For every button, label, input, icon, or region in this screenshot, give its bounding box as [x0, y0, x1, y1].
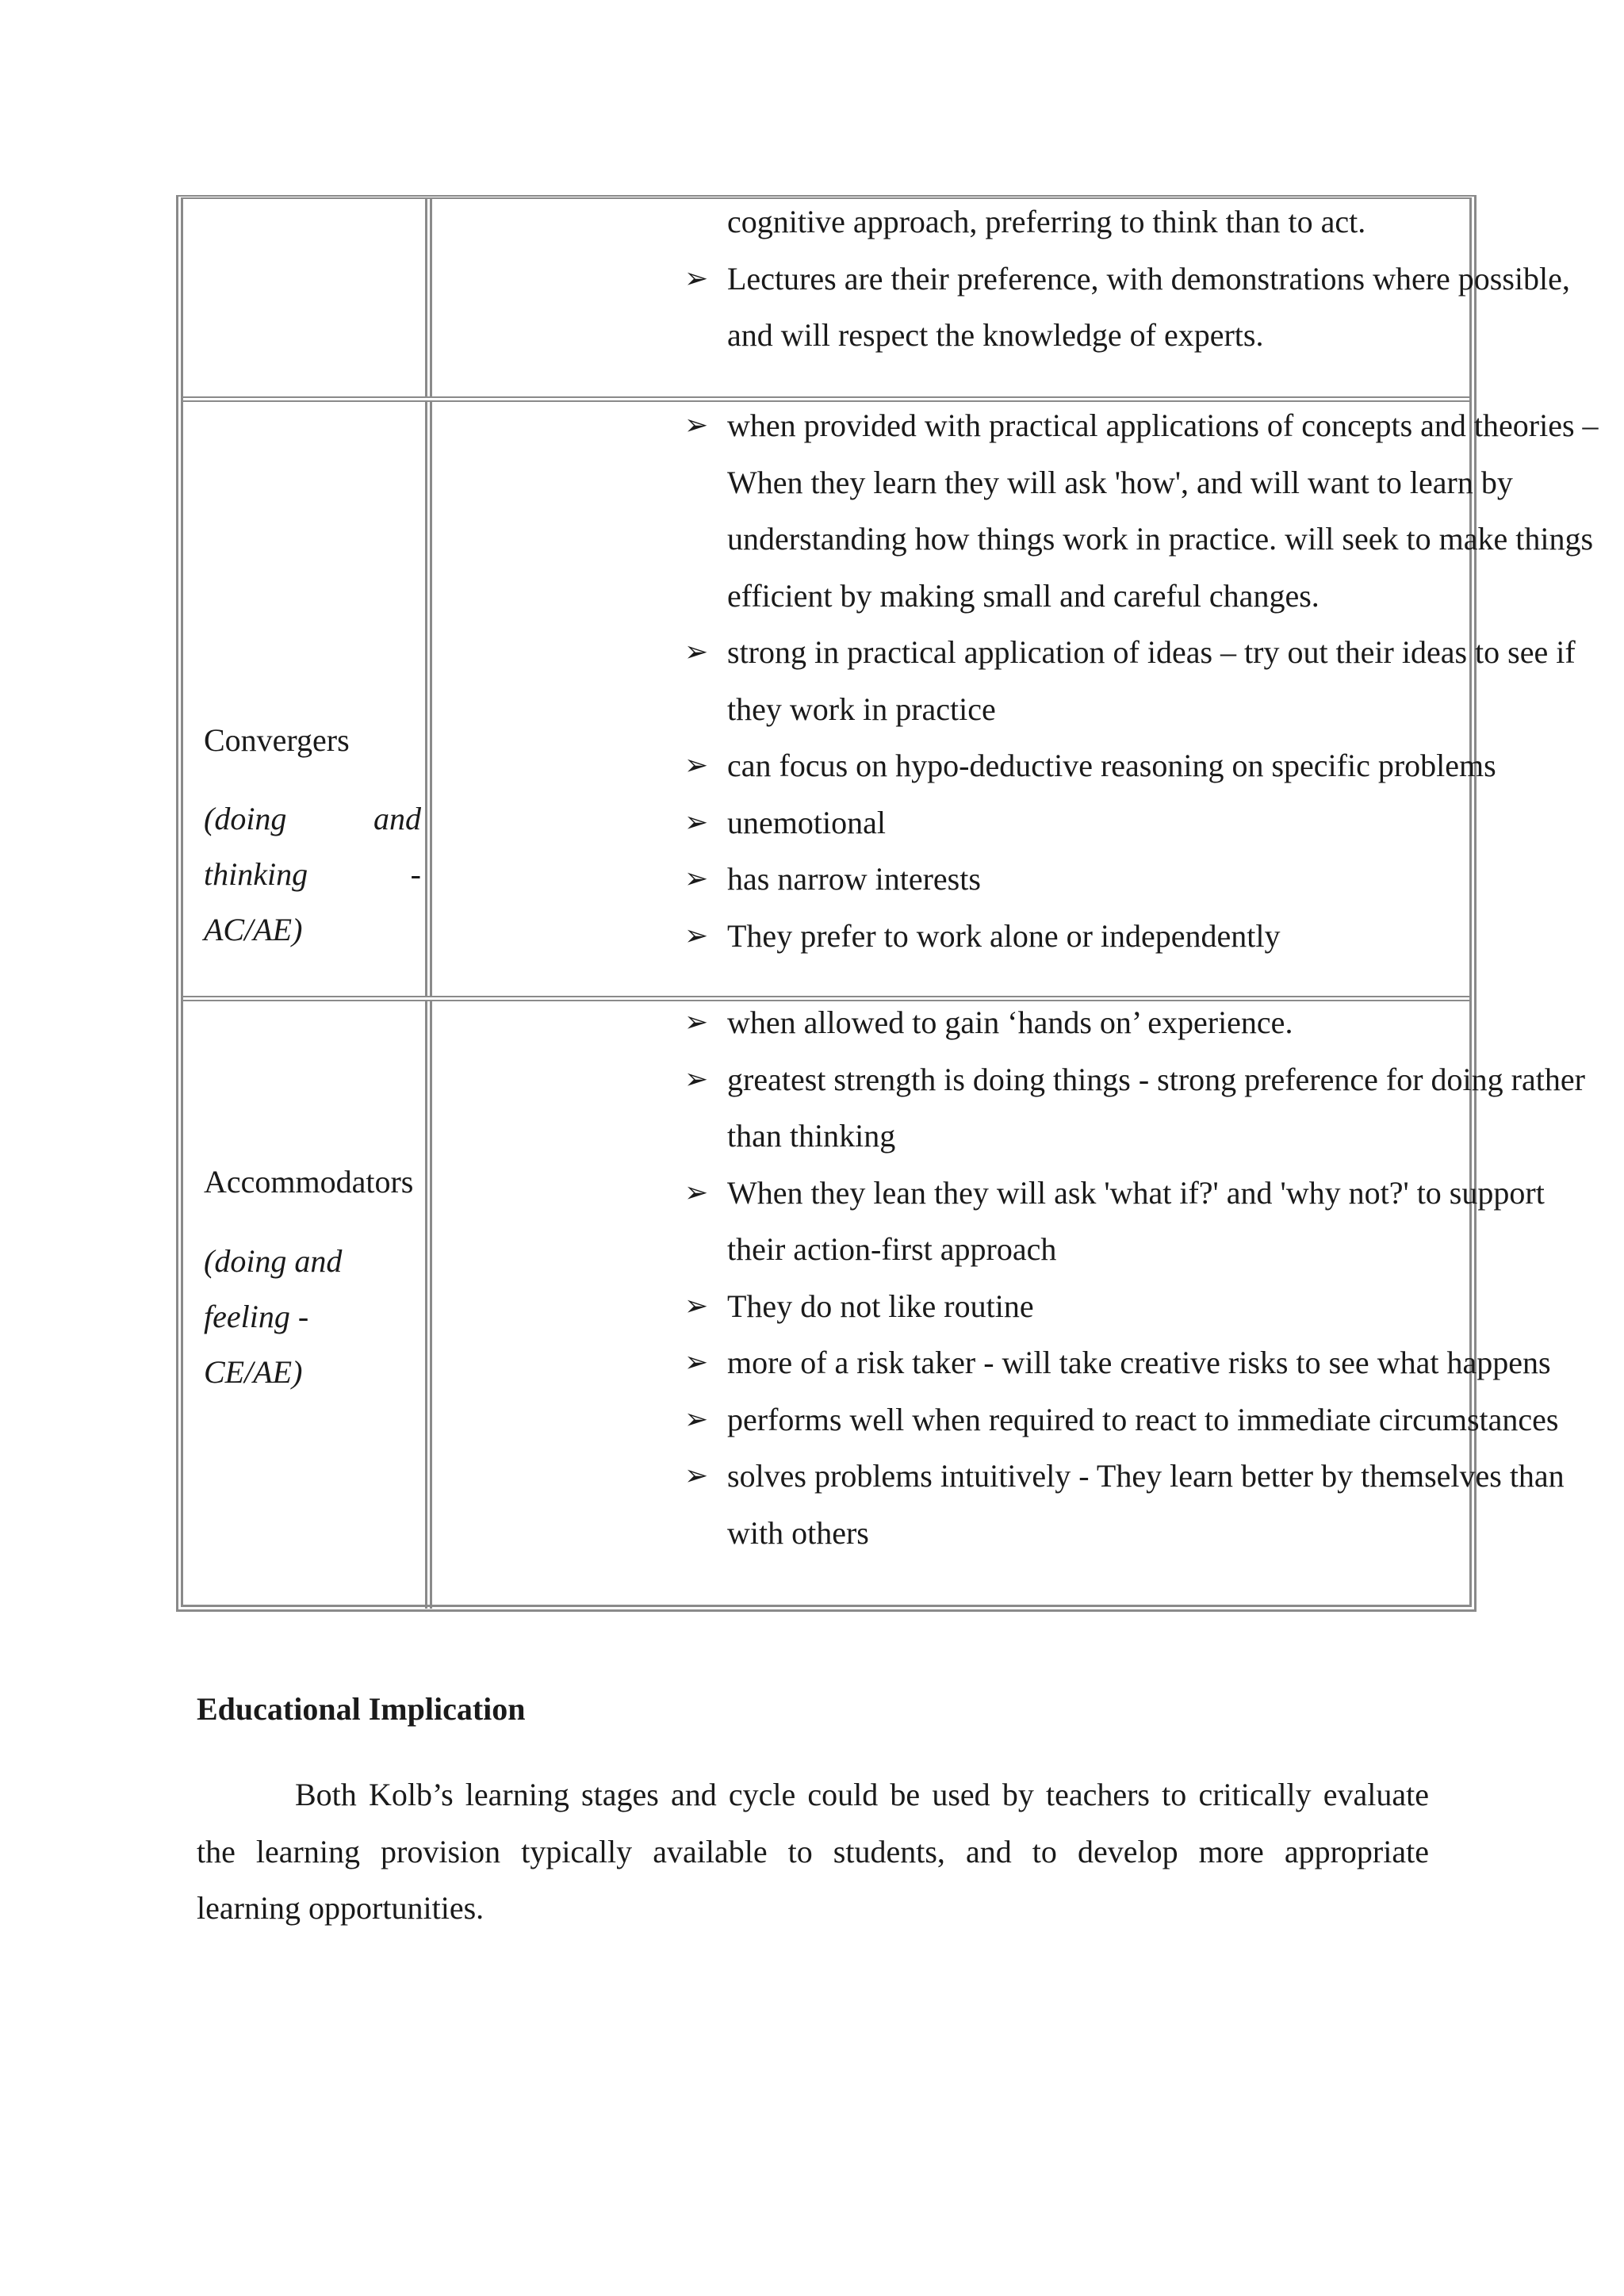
description-text: with others — [727, 1514, 869, 1551]
paragraph-word: learning — [465, 1777, 569, 1812]
description-text: understanding how things work in practice. will seek to make things — [727, 521, 1594, 557]
style-mode-word: CE/AE) — [204, 1354, 303, 1390]
style-mode-word: thinking — [204, 856, 308, 892]
table-row — [183, 402, 1599, 1001]
description-text: unemotional — [727, 804, 886, 840]
paragraph-word: by — [1002, 1777, 1034, 1812]
paragraph-word: provision — [381, 1833, 501, 1869]
arrowhead-bullet-icon: ➢ — [684, 1006, 709, 1039]
paragraph-word: learning — [255, 1833, 360, 1869]
paragraph-word: Kolb’s — [368, 1777, 454, 1812]
bullet-item-line — [432, 1165, 1545, 1222]
arrowhead-bullet-icon: ➢ — [684, 1176, 709, 1209]
description-text: Lectures are their preference, with demonstrations where possible, — [727, 260, 1570, 297]
paragraph-word: available — [653, 1833, 768, 1869]
description-text: When they learn they will ask 'how', and will want to learn by — [727, 464, 1513, 500]
description-text: can focus on hypo-deductive reasoning on specific problems — [727, 748, 1496, 783]
paragraph-word: be — [890, 1777, 921, 1812]
arrowhead-bullet-icon: ➢ — [684, 806, 709, 839]
style-mode-line — [204, 1234, 421, 1289]
table-row — [183, 199, 1570, 402]
style-mode-line — [204, 1289, 421, 1345]
arrowhead-bullet-icon: ➢ — [684, 749, 709, 782]
style-mode-line — [204, 1345, 421, 1400]
description-text: when provided with practical applications of concepts and theories – — [727, 408, 1599, 443]
description-text: cognitive approach, preferring to think than to act. — [727, 204, 1366, 239]
style-mode-line — [204, 847, 421, 902]
description-text: greatest strength is doing things - strong preference for doing rather — [727, 1061, 1585, 1097]
style-name: Convergers — [204, 722, 350, 758]
style-description-cell — [432, 402, 1599, 996]
paragraph-word: used — [932, 1777, 990, 1812]
bullet-item-line — [432, 994, 1469, 1051]
paragraph-word: stages — [581, 1777, 659, 1812]
description-text: When they lean they will ask 'what if?' and 'why not?' to support — [727, 1174, 1545, 1211]
description-text: efficient by making small and careful changes. — [727, 577, 1320, 614]
paragraph-line — [197, 1823, 1429, 1881]
paragraph-word: Both — [295, 1777, 357, 1812]
paragraph-word: teachers — [1045, 1777, 1150, 1812]
style-mode-word: (doing — [204, 801, 287, 836]
paragraph-word: develop — [1077, 1833, 1178, 1869]
arrowhead-bullet-icon: ➢ — [684, 863, 709, 895]
continuation-line — [432, 511, 1594, 568]
bullet-item-line — [432, 794, 1469, 851]
bullet-item-line — [432, 1051, 1585, 1108]
paragraph-word: could — [807, 1777, 879, 1812]
paragraph-word: the — [197, 1833, 236, 1869]
arrowhead-bullet-icon: ➢ — [684, 1062, 709, 1096]
bullet-item-line — [432, 624, 1576, 681]
description-text: more of a risk taker - will take creative risks to see what happens — [727, 1345, 1551, 1380]
bullet-item-line — [432, 737, 1496, 794]
continuation-line — [432, 1221, 1469, 1278]
style-label-cell — [183, 402, 432, 996]
style-label-cell — [183, 199, 432, 396]
continuation-line — [432, 681, 1469, 738]
style-mode-word: feeling - — [204, 1299, 309, 1334]
style-mode-word: and — [373, 801, 421, 836]
description-text: than thinking — [727, 1118, 896, 1154]
paragraph-word: and — [670, 1777, 717, 1812]
paragraph-line — [197, 1766, 1429, 1823]
paragraph-word: and — [965, 1833, 1012, 1869]
style-mode — [204, 1234, 421, 1400]
section-heading: Educational Implication — [197, 1691, 526, 1727]
continuation-line — [432, 193, 1469, 251]
arrowhead-bullet-icon: ➢ — [684, 919, 709, 952]
style-mode — [204, 791, 421, 958]
paragraph-word: to — [1032, 1833, 1057, 1869]
description-text: has narrow interests — [727, 861, 981, 897]
description-text: solves problems intuitively - They learn better by themselves than — [727, 1458, 1565, 1494]
paragraph-word: critically — [1198, 1777, 1312, 1812]
bullet-item-line — [432, 908, 1469, 965]
arrowhead-bullet-icon: ➢ — [684, 1346, 709, 1379]
description-text: They prefer to work alone or independently — [727, 917, 1281, 954]
arrowhead-bullet-icon: ➢ — [684, 636, 709, 668]
bullet-item-line — [432, 1278, 1469, 1335]
arrowhead-bullet-icon: ➢ — [684, 1402, 709, 1436]
paragraph-word: more — [1198, 1833, 1264, 1869]
learning-styles-table — [176, 195, 1599, 1612]
description-lines — [432, 397, 1599, 964]
description-text: They do not like routine — [727, 1288, 1034, 1324]
continuation-line — [432, 307, 1469, 364]
style-name: Accommodators — [204, 1164, 414, 1200]
paragraph-word: typically — [521, 1833, 633, 1869]
paragraph-word: students, — [833, 1833, 945, 1869]
continuation-line — [432, 1108, 1469, 1165]
description-text: when allowed to gain ‘hands on’ experience. — [727, 1004, 1293, 1040]
description-text: performs well when required to react to immediate circumstances — [727, 1401, 1559, 1437]
style-label-cell — [183, 1001, 432, 1609]
bullet-item-line — [432, 851, 1469, 908]
style-mode-word: AC/AE) — [204, 912, 303, 947]
continuation-line — [432, 1505, 1469, 1562]
style-mode-word: (doing and — [204, 1243, 343, 1279]
bullet-item-line — [432, 1448, 1565, 1505]
arrowhead-bullet-icon: ➢ — [684, 262, 709, 295]
style-mode-word: - — [410, 856, 421, 892]
arrowhead-bullet-icon: ➢ — [684, 1460, 709, 1492]
description-text: and will respect the knowledge of experts. — [727, 317, 1264, 353]
bullet-item-line — [432, 1391, 1559, 1448]
style-mode-line — [204, 902, 421, 958]
paragraph-word: to — [787, 1833, 813, 1869]
style-description-cell — [432, 199, 1570, 396]
bullet-item-line — [432, 397, 1599, 454]
description-text: they work in practice — [727, 691, 996, 727]
body-paragraph — [197, 1766, 1429, 1937]
continuation-line — [432, 454, 1513, 511]
description-lines — [432, 994, 1585, 1561]
table-row — [183, 1001, 1585, 1609]
arrowhead-bullet-icon: ➢ — [684, 1289, 709, 1322]
paragraph-word: learning opportunities. — [197, 1890, 485, 1926]
paragraph-word: to — [1162, 1777, 1187, 1812]
description-text: strong in practical application of ideas – try out their ideas to see if — [727, 634, 1576, 670]
paragraph-word: cycle — [728, 1777, 796, 1812]
paragraph-word: evaluate — [1323, 1777, 1429, 1812]
paragraph-word: appropriate — [1284, 1833, 1429, 1869]
style-description-cell — [432, 1001, 1585, 1609]
description-lines — [432, 193, 1570, 364]
continuation-line — [432, 568, 1469, 625]
paragraph-line — [197, 1880, 1429, 1937]
style-mode-line — [204, 791, 421, 847]
bullet-item-line — [432, 251, 1570, 308]
arrowhead-bullet-icon: ➢ — [684, 409, 709, 442]
bullet-item-line — [432, 1334, 1551, 1391]
description-text: their action-first approach — [727, 1231, 1057, 1267]
